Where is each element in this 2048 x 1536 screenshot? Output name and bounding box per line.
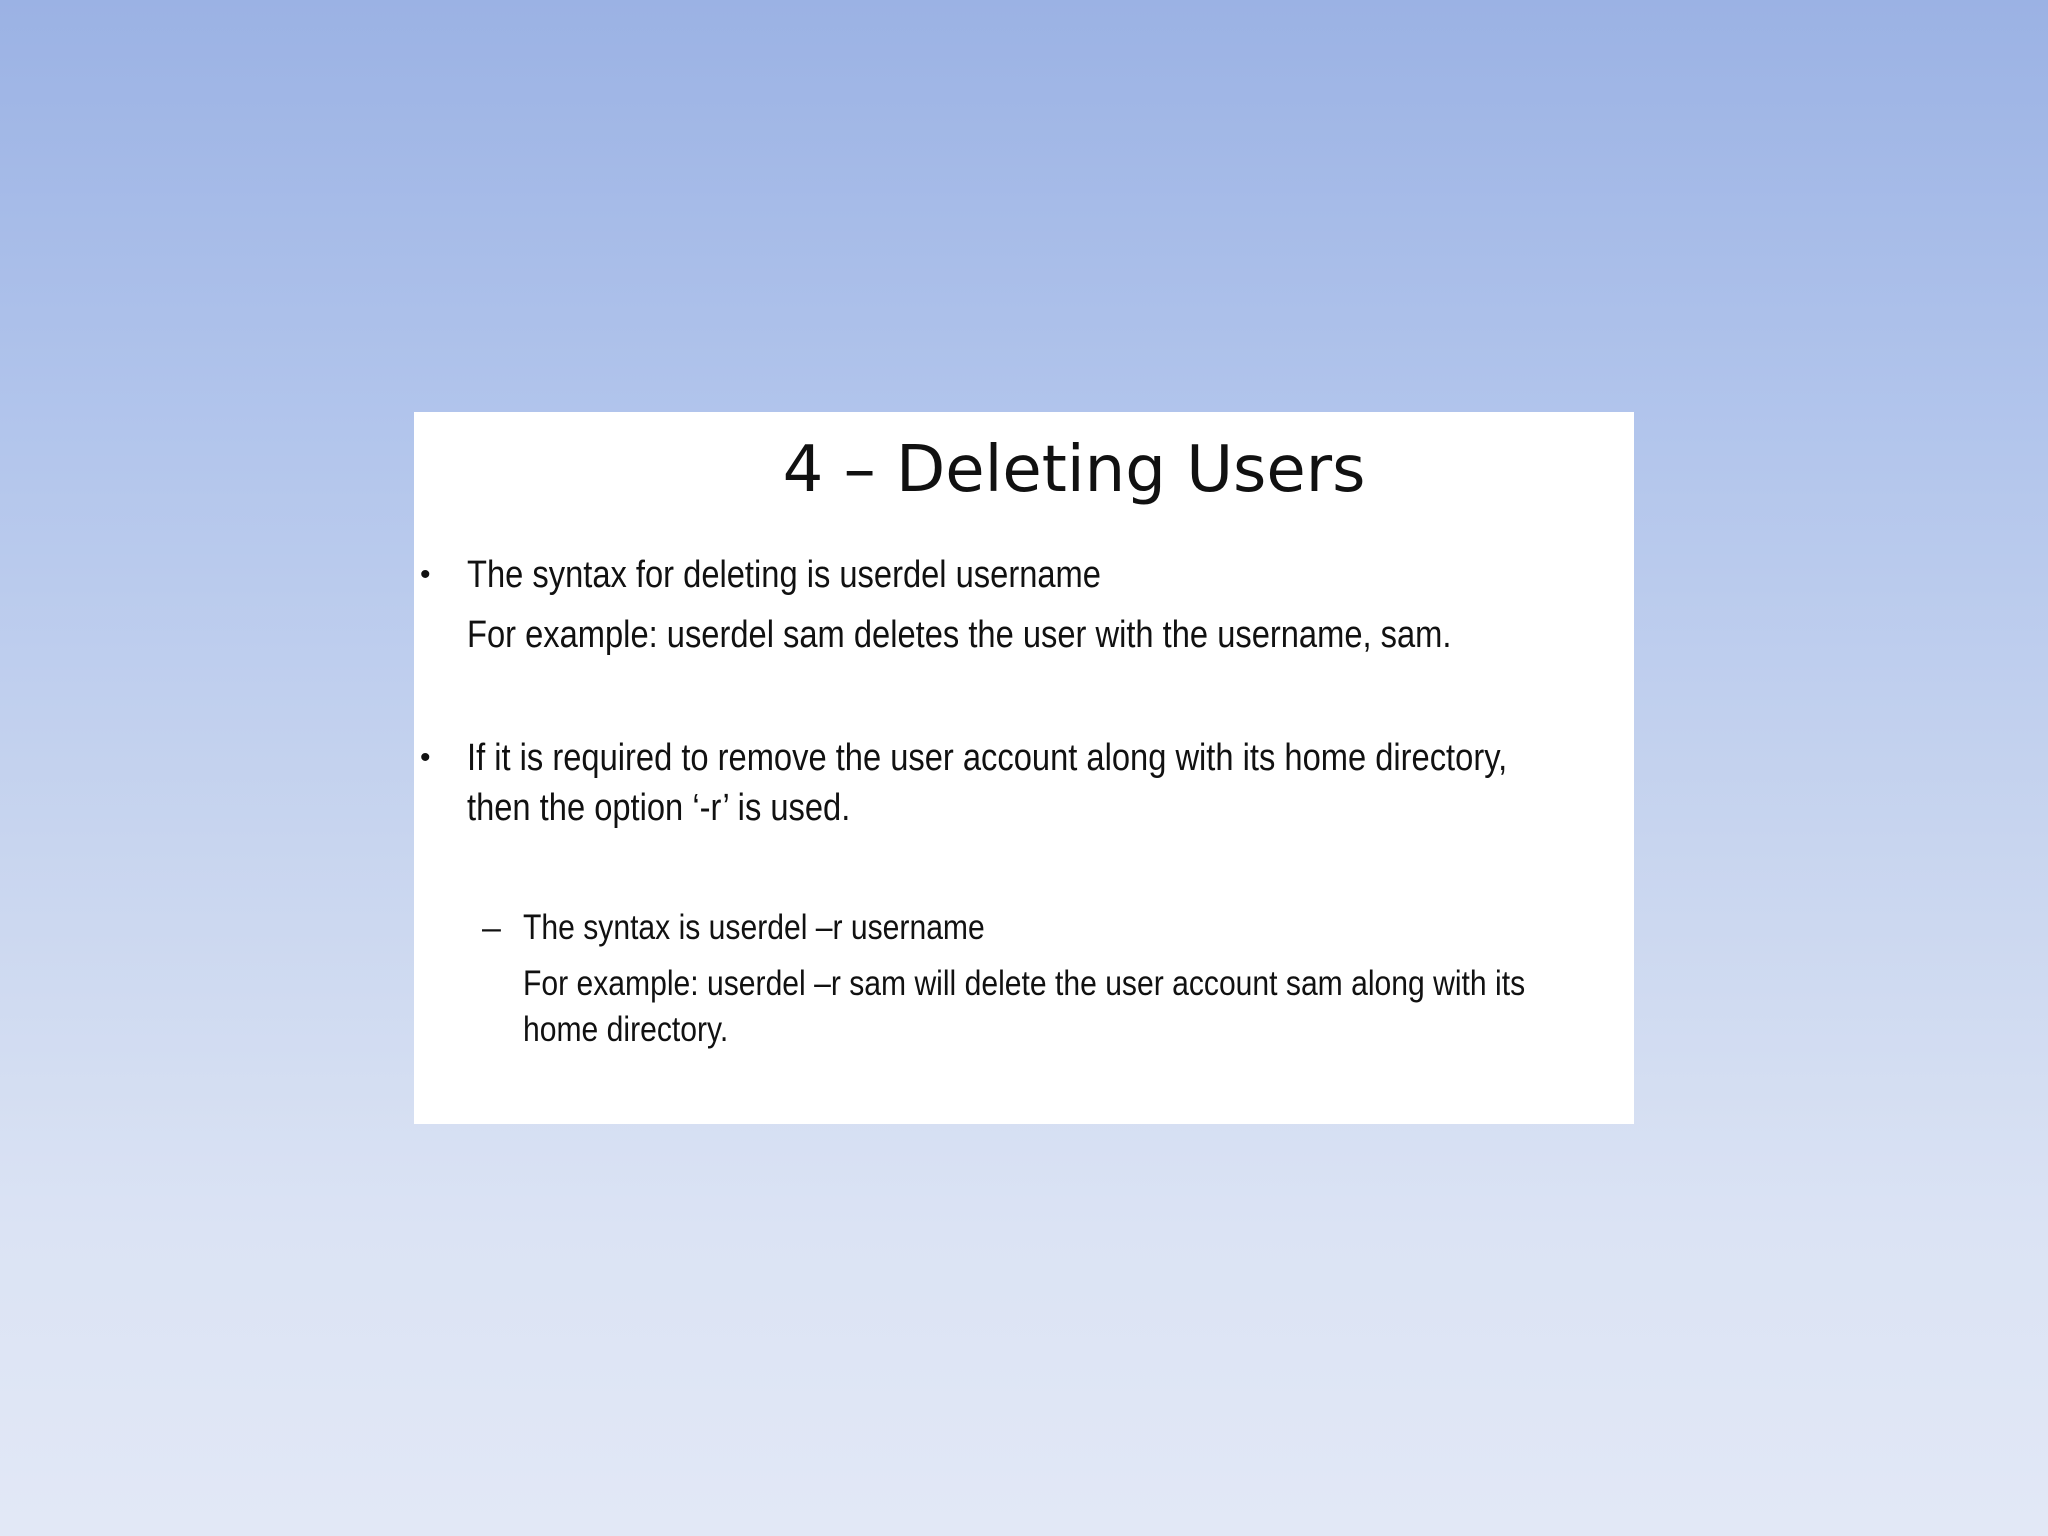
bullet-2-marker: • [420,741,431,774]
sub-bullet-line-3: home directory. [523,1010,729,1049]
bullet-2-line-1: If it is required to remove the user account along with its home directory, [467,737,1508,779]
bullet-1-line-2: For example: userdel sam deletes the user with the username, sam. [467,614,1452,656]
sub-bullet-line-2: For example: userdel –r sam will delete the user account sam along with its [523,964,1526,1003]
sub-bullet-marker: – [482,909,501,947]
bullet-2-line-2: then the option ‘-r’ is used. [467,787,851,829]
sub-bullet-line-1: The syntax is userdel –r username [523,908,985,947]
bullet-1-line-1: The syntax for deleting is userdel username [467,554,1101,596]
bullet-1-marker: • [420,558,431,591]
slide-title: 4 – Deleting Users [782,433,1366,507]
